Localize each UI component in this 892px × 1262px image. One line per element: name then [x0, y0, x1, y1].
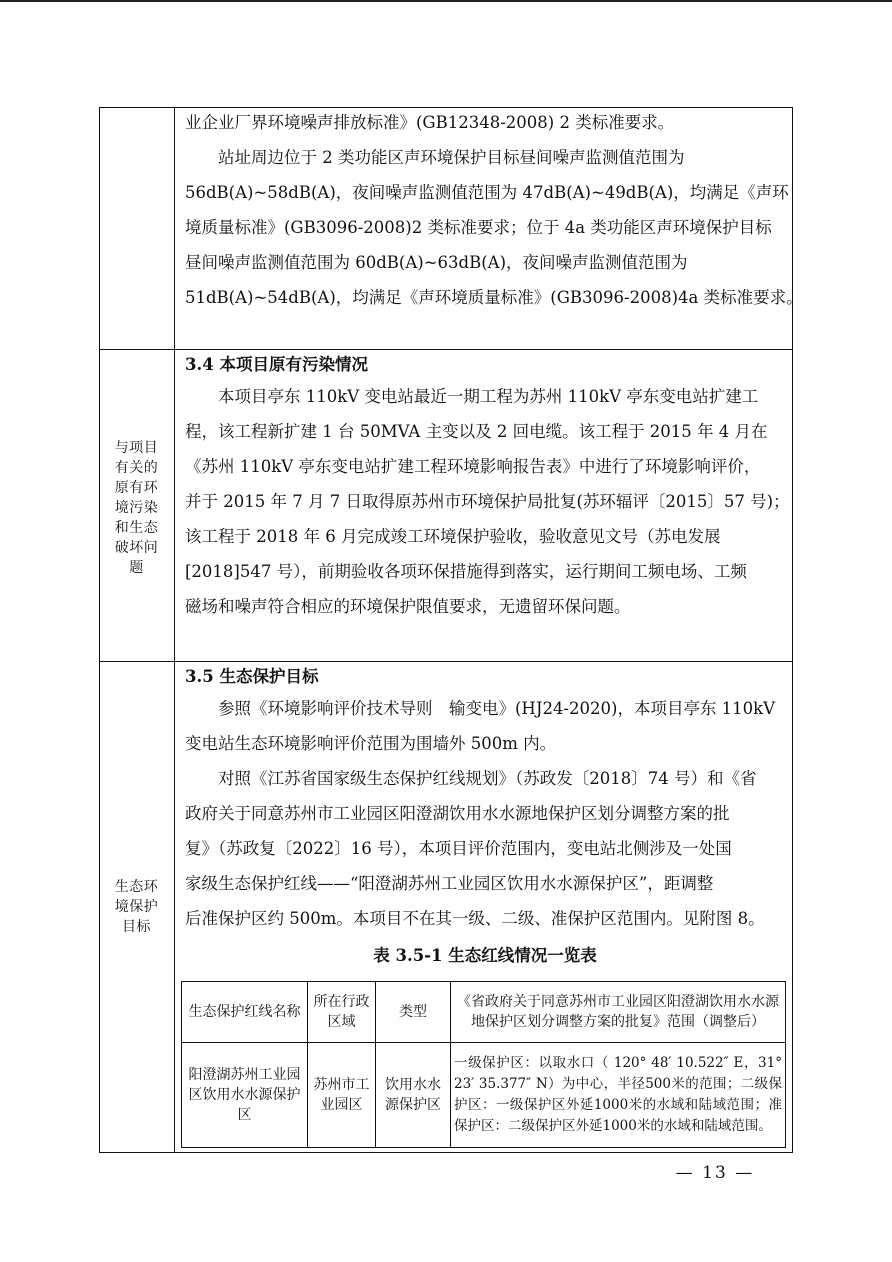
label-line: 有关的	[114, 460, 159, 476]
table-header-cell: 类型	[376, 982, 451, 1043]
table-header-row	[182, 982, 786, 1043]
label-line: 与项目	[114, 440, 159, 456]
label-line: 生态环	[114, 879, 159, 895]
text-line: 业企业厂界环境噪声排放标准》(GB12348-2008) 2 类标准要求。	[185, 113, 675, 132]
text-line: 境质量标准》(GB3096-2008)2 类标准要求；位于 4a 类功能区声环境保护目标	[185, 218, 772, 237]
label-line: 题	[129, 560, 144, 576]
text-line: 该工程于 2018 年 6 月完成竣工环境保护验收，验收意见文号（苏电发展	[185, 527, 721, 546]
table-header-cell: 《省政府关于同意苏州市工业园区阳澄湖饮用水水源地保护区划分调整方案的批复》范围（调整后）	[451, 982, 786, 1043]
table-cell: 饮用水水源保护区	[376, 1043, 451, 1148]
section-heading: 3.5 生态保护目标	[185, 667, 319, 686]
page-number: — 13 —	[675, 1163, 755, 1183]
ecology-section	[185, 663, 785, 936]
label-line: 境污染	[114, 500, 159, 516]
noise-section	[185, 105, 803, 315]
label-line: 境保护	[114, 899, 159, 915]
table-cell: 一级保护区：以取水口（ 120° 48′ 10.522″ E，31° 23′ 35.377″ N）为中心，半径500米的范围；二级保护区：一级保护区外延1000米的水域和陆域范围；准保护区：二级保护区外延1000米的水域和陆域范围。	[451, 1043, 786, 1148]
table-header-cell: 生态保护红线名称	[182, 982, 308, 1043]
text-line: 后准保护区约 500m。本项目不在其一级、二级、准保护区范围内。见附图 8。	[185, 909, 765, 928]
text-line: 并于 2015 年 7 月 7 日取得原苏州市环境保护局批复(苏环辐评〔2015〕57 号)；	[185, 492, 790, 511]
pollution-row-label	[99, 438, 174, 578]
ecology-redline-table	[181, 981, 786, 1148]
page-top-rule	[0, 0, 892, 2]
row-divider-2	[99, 661, 793, 662]
table-caption: 表 3.5-1 生态红线情况一览表	[373, 946, 597, 965]
text-line: 政府关于同意苏州市工业园区阳澄湖饮用水水源地保护区划分调整方案的批	[185, 804, 730, 823]
table-header-cell: 所在行政区域	[308, 982, 376, 1043]
text-line: 本项目亭东 110kV 变电站最近一期工程为苏州 110kV 亭东变电站扩建工	[218, 387, 759, 406]
label-line: 目标	[122, 919, 151, 935]
label-line: 破坏问	[114, 540, 159, 556]
text-line: 51dB(A)~54dB(A)，均满足《声环境质量标准》(GB3096-2008)4a 类标准要求。	[185, 288, 803, 307]
ecology-row-label	[99, 877, 174, 937]
label-line: 和生态	[114, 520, 159, 536]
text-line: [2018]547 号），前期验收各项环保措施得到落实，运行期间工频电场、工频	[185, 562, 747, 581]
text-line: 程，该工程新扩建 1 台 50MVA 主变以及 2 回电缆。该工程于 2015 年 4 月在	[185, 422, 768, 441]
text-line: 站址周边位于 2 类功能区声环境保护目标昼间噪声监测值范围为	[218, 148, 685, 167]
table-cell: 阳澄湖苏州工业园区饮用水水源保护区	[182, 1043, 308, 1148]
text-line: 参照《环境影响评价技术导则 输变电》(HJ24-2020)，本项目亭东 110kV	[218, 699, 776, 718]
text-line: 56dB(A)~58dB(A)，夜间噪声监测值范围为 47dB(A)~49dB(A)，均满足《声环	[185, 183, 789, 202]
text-line: 昼间噪声监测值范围为 60dB(A)~63dB(A)，夜间噪声监测值范围为	[185, 253, 688, 272]
column-divider	[174, 107, 175, 1153]
table-row	[182, 1043, 786, 1148]
table-cell: 苏州市工业园区	[308, 1043, 376, 1148]
text-line: 《苏州 110kV 亭东变电站扩建工程环境影响报告表》中进行了环境影响评价，	[185, 457, 761, 476]
row-divider-1	[99, 349, 793, 350]
pollution-section	[185, 351, 790, 624]
text-line: 变电站生态环境影响评价范围为围墙外 500m 内。	[185, 734, 557, 753]
text-line: 家级生态保护红线——“阳澄湖苏州工业园区饮用水水源保护区”，距调整	[185, 874, 714, 893]
text-line: 对照《江苏省国家级生态保护红线规划》（苏政发〔2018〕74 号）和《省	[218, 769, 757, 788]
text-line: 磁场和噪声符合相应的环境保护限值要求，无遗留环保问题。	[185, 597, 631, 616]
section-heading: 3.4 本项目原有污染情况	[185, 355, 368, 374]
label-line: 原有环	[114, 480, 159, 496]
text-line: 复》（苏政复〔2022〕16 号），本项目评价范围内，变电站北侧涉及一处国	[185, 839, 732, 858]
